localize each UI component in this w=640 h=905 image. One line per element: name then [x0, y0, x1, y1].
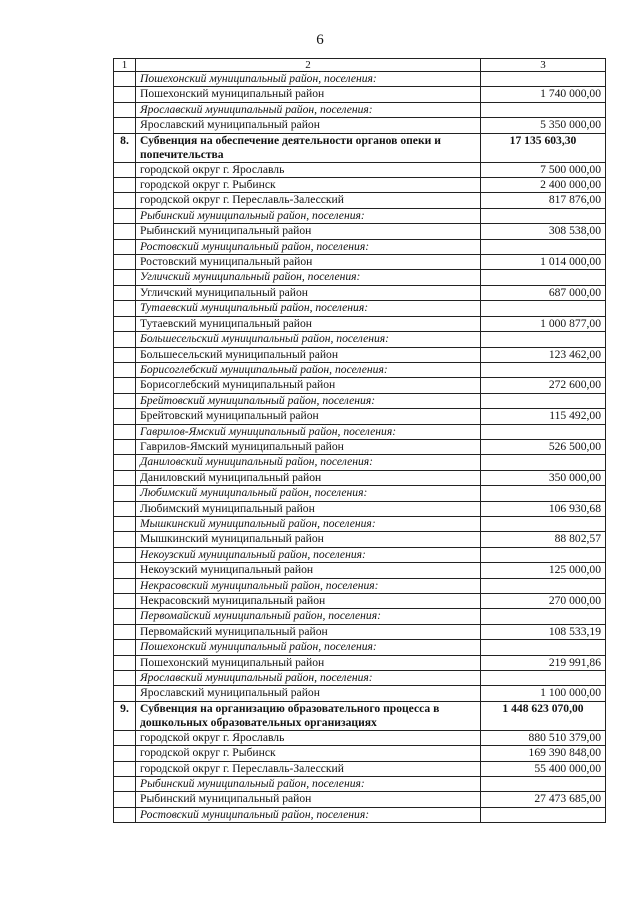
row-name: Угличский муниципальный район — [136, 285, 481, 300]
row-amount: 272 600,00 — [481, 378, 606, 393]
row-name: Даниловский муниципальный район — [136, 470, 481, 485]
row-amount: 1 100 000,00 — [481, 686, 606, 701]
section-row — [114, 701, 606, 730]
row-amount: 17 135 603,30 — [481, 133, 606, 162]
table-row — [114, 594, 606, 609]
row-name: Большесельский муниципальный район — [136, 347, 481, 362]
row-amount — [481, 362, 606, 377]
table-row — [114, 686, 606, 701]
row-amount: 7 500 000,00 — [481, 162, 606, 177]
row-number — [114, 609, 136, 624]
row-amount: 687 000,00 — [481, 285, 606, 300]
district-row — [114, 239, 606, 254]
row-name: городской округ г. Рыбинск — [136, 178, 481, 193]
row-name: Рыбинский муниципальный район, поселения: — [136, 208, 481, 223]
header-col1: 1 — [114, 59, 136, 72]
row-number — [114, 563, 136, 578]
section-row — [114, 133, 606, 162]
row-number — [114, 72, 136, 87]
row-number — [114, 285, 136, 300]
row-name: Ярославский муниципальный район — [136, 118, 481, 133]
district-row — [114, 807, 606, 822]
table-row — [114, 761, 606, 776]
row-name: Пошехонский муниципальный район — [136, 655, 481, 670]
row-amount: 108 533,19 — [481, 624, 606, 639]
row-name: Ростовский муниципальный район, поселения: — [136, 239, 481, 254]
table-row — [114, 563, 606, 578]
row-amount — [481, 72, 606, 87]
district-row — [114, 102, 606, 117]
row-name: Тутаевский муниципальный район — [136, 316, 481, 331]
row-name: Мышкинский муниципальный район — [136, 532, 481, 547]
row-number — [114, 640, 136, 655]
table-row — [114, 162, 606, 177]
row-number — [114, 746, 136, 761]
table-row — [114, 730, 606, 745]
row-number — [114, 193, 136, 208]
district-row — [114, 516, 606, 531]
row-amount: 88 802,57 — [481, 532, 606, 547]
row-number — [114, 655, 136, 670]
row-number — [114, 792, 136, 807]
district-row — [114, 578, 606, 593]
district-row — [114, 640, 606, 655]
table-row — [114, 118, 606, 133]
row-number — [114, 362, 136, 377]
row-amount — [481, 547, 606, 562]
row-number — [114, 393, 136, 408]
row-name: Брейтовский муниципальный район — [136, 409, 481, 424]
district-row — [114, 486, 606, 501]
row-name: городской округ г. Ярославль — [136, 162, 481, 177]
row-name: Борисоглебский муниципальный район, поселения: — [136, 362, 481, 377]
row-amount: 5 350 000,00 — [481, 118, 606, 133]
table-header-row — [114, 59, 606, 72]
row-amount — [481, 270, 606, 285]
row-number: 9. — [114, 701, 136, 730]
row-amount: 2 400 000,00 — [481, 178, 606, 193]
row-amount — [481, 208, 606, 223]
row-number — [114, 347, 136, 362]
row-amount — [481, 609, 606, 624]
header-col3: 3 — [481, 59, 606, 72]
row-amount — [481, 516, 606, 531]
row-amount: 125 000,00 — [481, 563, 606, 578]
row-name: Ростовский муниципальный район — [136, 255, 481, 270]
row-amount — [481, 807, 606, 822]
row-number — [114, 516, 136, 531]
district-row — [114, 72, 606, 87]
row-name: Некрасовский муниципальный район, поселения: — [136, 578, 481, 593]
row-name: Угличский муниципальный район, поселения: — [136, 270, 481, 285]
row-name: Ростовский муниципальный район, поселения: — [136, 807, 481, 822]
row-name: городской округ г. Рыбинск — [136, 746, 481, 761]
row-number — [114, 486, 136, 501]
row-name: Рыбинский муниципальный район — [136, 224, 481, 239]
row-number — [114, 162, 136, 177]
row-number — [114, 409, 136, 424]
row-name: Некоузский муниципальный район — [136, 563, 481, 578]
row-name: Тутаевский муниципальный район, поселения: — [136, 301, 481, 316]
table-row — [114, 470, 606, 485]
row-number — [114, 470, 136, 485]
district-row — [114, 208, 606, 223]
row-number — [114, 378, 136, 393]
row-name: Первомайский муниципальный район, поселения: — [136, 609, 481, 624]
row-name: Ярославский муниципальный район — [136, 686, 481, 701]
row-amount: 27 473 685,00 — [481, 792, 606, 807]
row-amount — [481, 102, 606, 117]
row-name: Первомайский муниципальный район — [136, 624, 481, 639]
row-name: Пошехонский муниципальный район, поселения: — [136, 72, 481, 87]
row-number — [114, 255, 136, 270]
district-row — [114, 424, 606, 439]
row-amount — [481, 301, 606, 316]
row-name: Пошехонский муниципальный район, поселения: — [136, 640, 481, 655]
row-number — [114, 439, 136, 454]
row-number — [114, 624, 136, 639]
row-amount: 219 991,86 — [481, 655, 606, 670]
table-row — [114, 655, 606, 670]
row-amount: 1 448 623 070,00 — [481, 701, 606, 730]
row-amount: 1 014 000,00 — [481, 255, 606, 270]
row-number: 8. — [114, 133, 136, 162]
row-amount — [481, 578, 606, 593]
row-name: городской округ г. Переславль-Залесский — [136, 761, 481, 776]
row-amount: 1 000 877,00 — [481, 316, 606, 331]
row-amount: 526 500,00 — [481, 439, 606, 454]
row-name: Некрасовский муниципальный район — [136, 594, 481, 609]
table-row — [114, 347, 606, 362]
district-row — [114, 609, 606, 624]
row-amount: 817 876,00 — [481, 193, 606, 208]
district-row — [114, 547, 606, 562]
row-amount — [481, 640, 606, 655]
row-amount — [481, 455, 606, 470]
row-number — [114, 208, 136, 223]
row-name: Рыбинский муниципальный район — [136, 792, 481, 807]
row-number — [114, 332, 136, 347]
row-amount — [481, 393, 606, 408]
district-row — [114, 671, 606, 686]
row-name: Субвенция на организацию образовательного процесса в дошкольных образовательных организациях — [136, 701, 481, 730]
table-row — [114, 178, 606, 193]
row-number — [114, 270, 136, 285]
row-name: Пошехонский муниципальный район — [136, 87, 481, 102]
row-number — [114, 316, 136, 331]
row-name: Ярославский муниципальный район, поселения: — [136, 102, 481, 117]
row-number — [114, 807, 136, 822]
table-row — [114, 409, 606, 424]
row-name: Ярославский муниципальный район, поселения: — [136, 671, 481, 686]
row-name: Даниловский муниципальный район, поселения: — [136, 455, 481, 470]
row-name: Борисоглебский муниципальный район — [136, 378, 481, 393]
row-name: Большесельский муниципальный район, поселения: — [136, 332, 481, 347]
row-name: Любимский муниципальный район, поселения: — [136, 486, 481, 501]
row-number — [114, 424, 136, 439]
row-name: Рыбинский муниципальный район, поселения: — [136, 777, 481, 792]
district-row — [114, 301, 606, 316]
table-row — [114, 193, 606, 208]
row-number — [114, 455, 136, 470]
row-number — [114, 578, 136, 593]
district-row — [114, 270, 606, 285]
row-amount — [481, 486, 606, 501]
district-row — [114, 332, 606, 347]
row-number — [114, 532, 136, 547]
page-number: 6 — [316, 32, 324, 48]
table-row — [114, 255, 606, 270]
table-row — [114, 285, 606, 300]
row-amount: 308 538,00 — [481, 224, 606, 239]
row-name: городской округ г. Переславль-Залесский — [136, 193, 481, 208]
row-number — [114, 239, 136, 254]
row-amount — [481, 777, 606, 792]
row-amount: 123 462,00 — [481, 347, 606, 362]
row-number — [114, 118, 136, 133]
row-amount: 270 000,00 — [481, 594, 606, 609]
row-number — [114, 777, 136, 792]
row-number — [114, 730, 136, 745]
row-number — [114, 102, 136, 117]
row-number — [114, 87, 136, 102]
district-row — [114, 393, 606, 408]
table-row — [114, 792, 606, 807]
row-amount: 115 492,00 — [481, 409, 606, 424]
row-number — [114, 594, 136, 609]
row-number — [114, 671, 136, 686]
row-name: Субвенция на обеспечение деятельности органов опеки и попечительства — [136, 133, 481, 162]
row-amount — [481, 332, 606, 347]
district-row — [114, 455, 606, 470]
table-row — [114, 439, 606, 454]
table-row — [114, 624, 606, 639]
row-amount: 169 390 848,00 — [481, 746, 606, 761]
row-name: Некоузский муниципальный район, поселения: — [136, 547, 481, 562]
row-number — [114, 761, 136, 776]
table-row — [114, 316, 606, 331]
row-name: Брейтовский муниципальный район, поселения: — [136, 393, 481, 408]
table-row — [114, 746, 606, 761]
row-amount — [481, 239, 606, 254]
row-number — [114, 547, 136, 562]
district-row — [114, 362, 606, 377]
row-amount: 106 930,68 — [481, 501, 606, 516]
table-row — [114, 378, 606, 393]
row-name: Гаврилов-Ямский муниципальный район — [136, 439, 481, 454]
row-amount — [481, 424, 606, 439]
row-amount: 350 000,00 — [481, 470, 606, 485]
district-row — [114, 777, 606, 792]
row-amount: 55 400 000,00 — [481, 761, 606, 776]
table-row — [114, 532, 606, 547]
row-name: Мышкинский муниципальный район, поселения: — [136, 516, 481, 531]
row-number — [114, 224, 136, 239]
row-number — [114, 686, 136, 701]
row-name: городской округ г. Ярославль — [136, 730, 481, 745]
row-amount — [481, 671, 606, 686]
table-row — [114, 224, 606, 239]
row-number — [114, 501, 136, 516]
row-number — [114, 178, 136, 193]
row-name: Гаврилов-Ямский муниципальный район, поселения: — [136, 424, 481, 439]
row-amount: 880 510 379,00 — [481, 730, 606, 745]
row-number — [114, 301, 136, 316]
table-row — [114, 501, 606, 516]
table-row — [114, 87, 606, 102]
header-col2: 2 — [136, 59, 481, 72]
row-amount: 1 740 000,00 — [481, 87, 606, 102]
row-name: Любимский муниципальный район — [136, 501, 481, 516]
table-body — [114, 59, 606, 823]
subvention-table — [113, 58, 606, 823]
